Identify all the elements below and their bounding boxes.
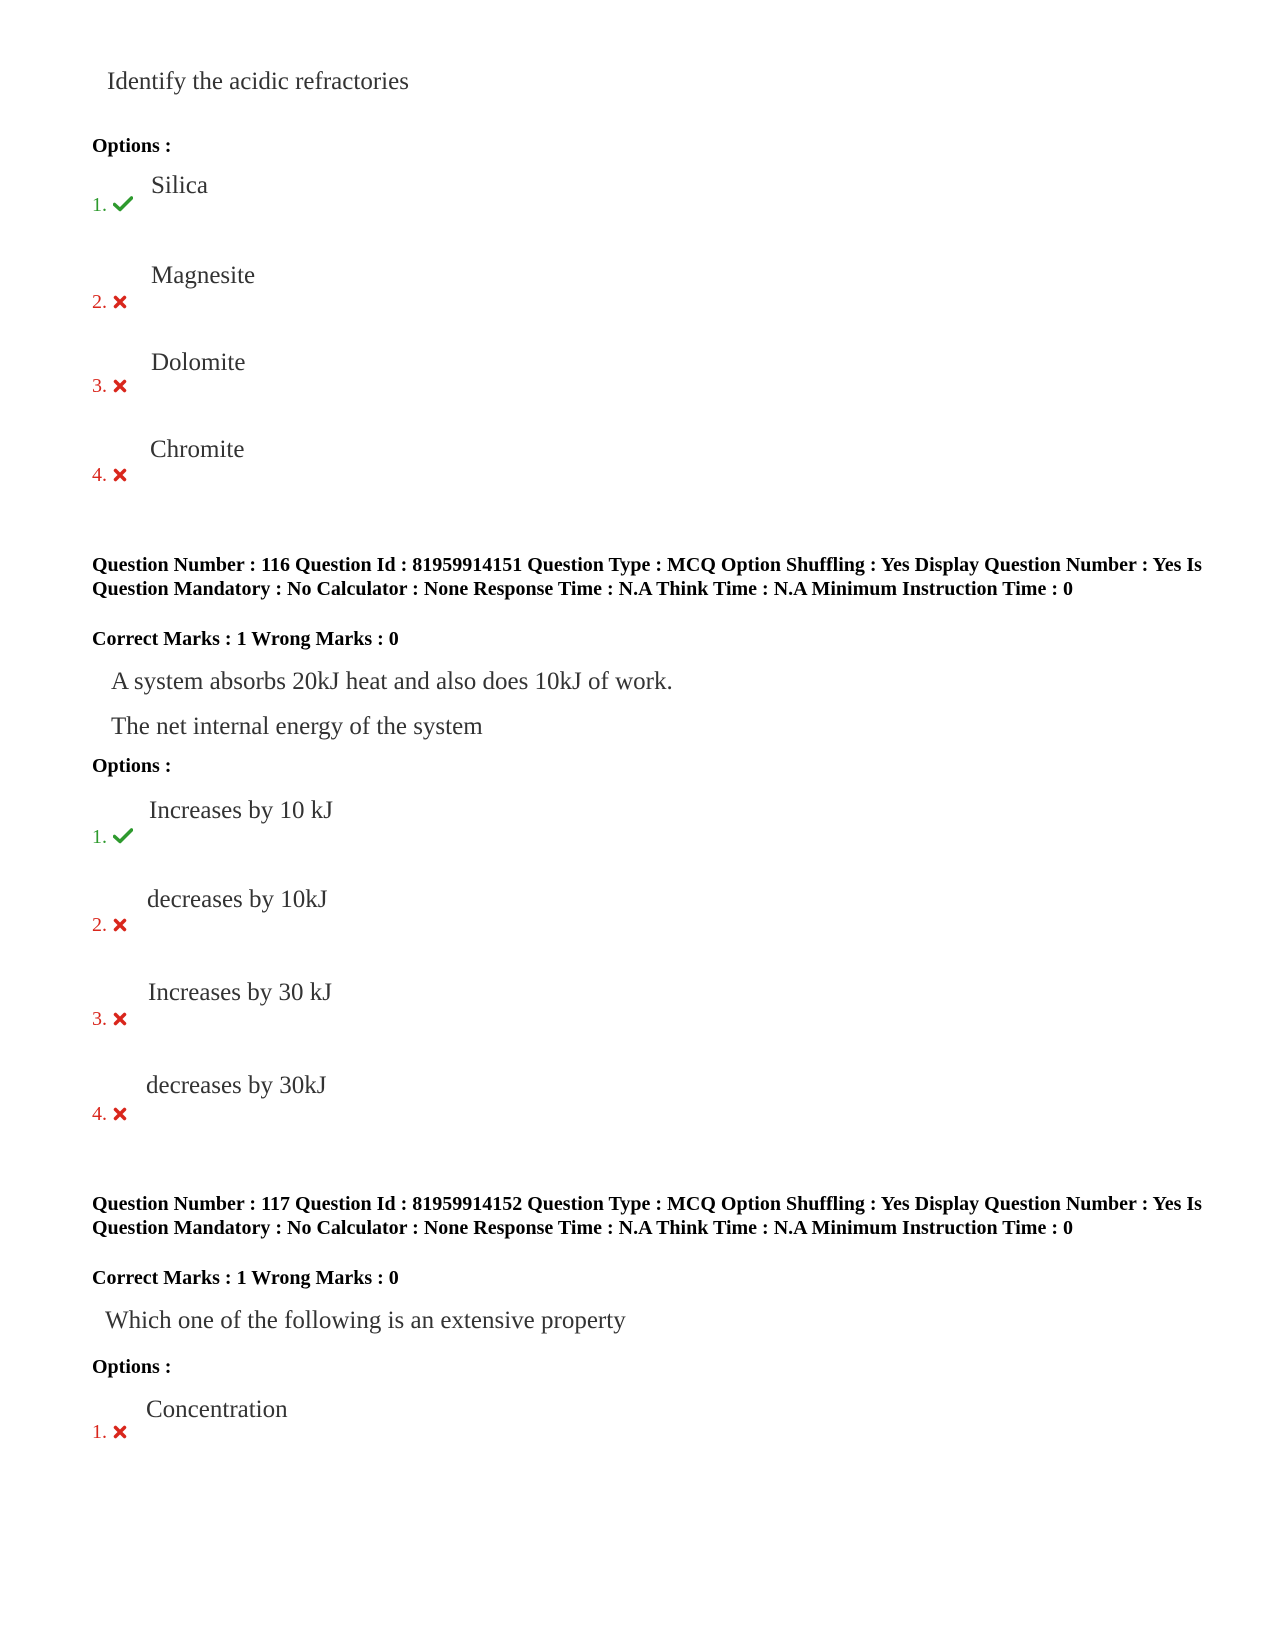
question-116-text-line-2: The net internal energy of the system — [111, 713, 483, 740]
question-115-option-1-text: Silica — [151, 172, 208, 199]
check-icon — [113, 827, 133, 850]
option-number: 4. — [92, 1103, 107, 1125]
cross-icon — [113, 915, 127, 938]
option-number: 1. — [92, 194, 107, 216]
question-115-option-4-marker — [92, 464, 127, 488]
cross-icon — [113, 1009, 127, 1032]
question-115-option-4-text: Chromite — [150, 436, 245, 463]
question-116-option-2-text: decreases by 10kJ — [147, 886, 328, 913]
question-117-option-1-marker — [92, 1421, 127, 1445]
option-number: 4. — [92, 464, 107, 486]
cross-icon — [113, 1104, 127, 1127]
question-116-option-2-marker — [92, 914, 127, 938]
question-117-metadata: Question Number : 117 Question Id : 81959914152 Question Type : MCQ Option Shuffling : Yes Display Question Number : Yes Is Question Mandatory : No Calculator : None Response Time : N.A Think Time : N.A Minimum Instruction Time : 0 — [92, 1193, 1202, 1239]
question-115-option-3-text: Dolomite — [151, 349, 246, 376]
question-115-options-heading: Options : — [92, 135, 172, 157]
question-116-metadata: Question Number : 116 Question Id : 81959914151 Question Type : MCQ Option Shuffling : Yes Display Question Number : Yes Is Question Mandatory : No Calculator : None Response Time : N.A Think Time : N.A Minimum Instruction Time : 0 — [92, 554, 1202, 600]
question-116-options-heading: Options : — [92, 755, 172, 777]
question-115-option-2-text: Magnesite — [151, 262, 256, 289]
option-number: 1. — [92, 826, 107, 848]
question-115-option-3-marker — [92, 375, 127, 399]
cross-icon — [113, 1422, 127, 1445]
question-116-option-4-text: decreases by 30kJ — [146, 1072, 327, 1099]
question-115-text: Identify the acidic refractories — [107, 68, 409, 95]
option-number: 2. — [92, 291, 107, 313]
cross-icon — [113, 292, 127, 315]
question-116-option-1-text: Increases by 10 kJ — [149, 797, 333, 824]
question-115-option-1-marker — [92, 194, 133, 218]
question-116-option-4-marker — [92, 1103, 127, 1127]
check-icon — [113, 195, 133, 218]
question-116-option-3-marker — [92, 1008, 127, 1032]
option-number: 2. — [92, 914, 107, 936]
question-116-option-3-text: Increases by 30 kJ — [148, 979, 332, 1006]
option-number: 3. — [92, 375, 107, 397]
question-116-option-1-marker — [92, 826, 133, 850]
question-116-text-line-1: A system absorbs 20kJ heat and also does 10kJ of work. — [111, 668, 673, 695]
question-115-option-2-marker — [92, 291, 127, 315]
question-117-option-1-text: Concentration — [146, 1396, 288, 1423]
cross-icon — [113, 465, 127, 488]
question-117-marks: Correct Marks : 1 Wrong Marks : 0 — [92, 1267, 399, 1289]
question-116-marks: Correct Marks : 1 Wrong Marks : 0 — [92, 628, 399, 650]
option-number: 1. — [92, 1421, 107, 1443]
option-number: 3. — [92, 1008, 107, 1030]
question-117-text: Which one of the following is an extensive property — [105, 1307, 626, 1334]
cross-icon — [113, 376, 127, 399]
question-117-options-heading: Options : — [92, 1356, 172, 1378]
